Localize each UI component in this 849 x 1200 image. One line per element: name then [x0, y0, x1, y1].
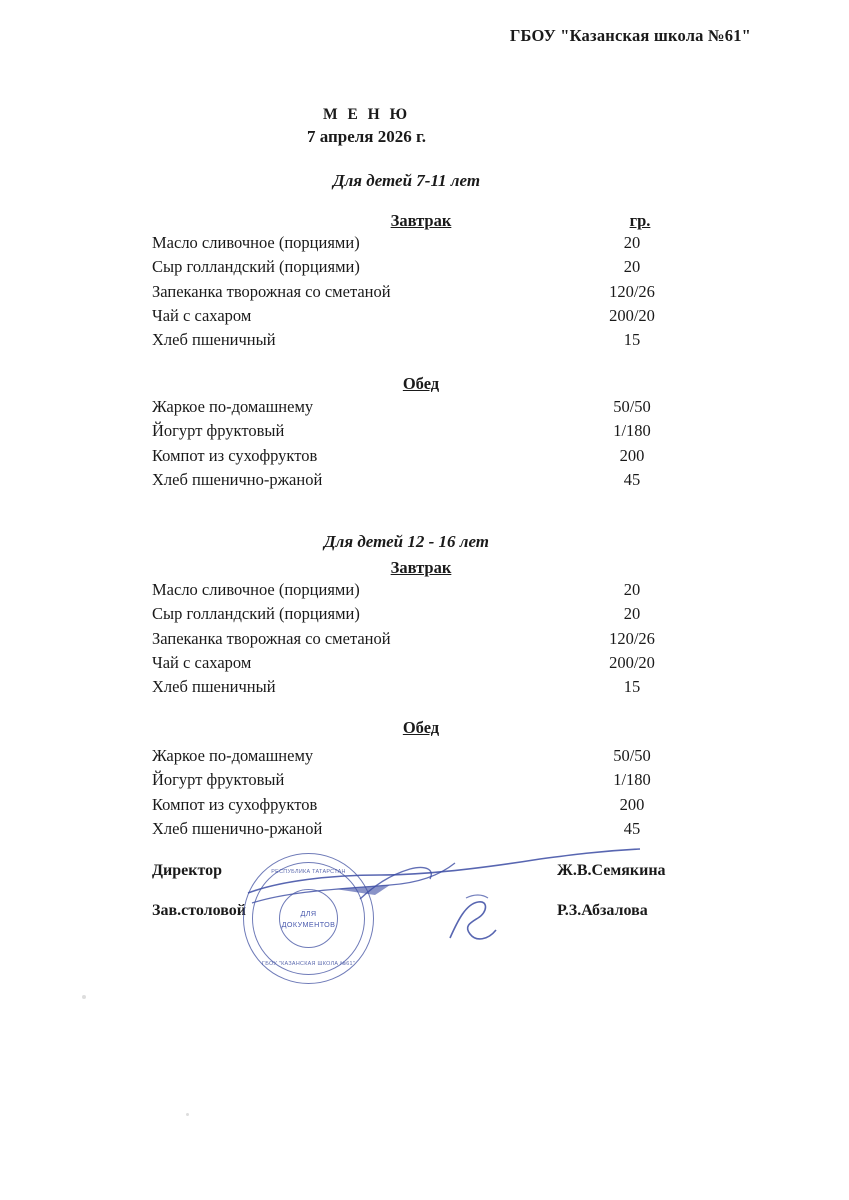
- dish-name: Йогурт фруктовый: [152, 421, 285, 441]
- dish-quantity: 200/20: [609, 305, 655, 325]
- menu-list-lunch-1: [152, 395, 692, 492]
- dish-name: Запеканка творожная со сметаной: [152, 281, 391, 301]
- dish-name: Масло сливочное (порциями): [152, 580, 360, 599]
- age-group-heading-1: Для детей 7-11 лет: [332, 171, 481, 190]
- dish-quantity: 50/50: [613, 397, 651, 416]
- meal-heading-breakfast-2: Завтрак: [390, 558, 452, 577]
- menu-list-breakfast-1: [152, 231, 692, 352]
- meal-heading-lunch-1: Обед: [402, 374, 440, 393]
- unit-column-header: гр.: [629, 211, 651, 230]
- stamp-text-bottom: ГБОУ "КАЗАНСКАЯ ШКОЛА №61": [261, 961, 356, 967]
- dish-quantity: 20: [623, 580, 641, 599]
- menu-list-breakfast-2: [152, 578, 692, 699]
- dish-quantity: 20: [623, 233, 641, 252]
- dish-quantity: 20: [623, 604, 641, 624]
- menu-row: [152, 395, 692, 419]
- menu-row: [152, 304, 692, 328]
- meal-heading-breakfast-1: Завтрак: [390, 211, 452, 230]
- menu-row: [152, 651, 692, 675]
- stamp-ring-outer: [243, 853, 374, 984]
- dish-quantity: 200: [619, 794, 645, 814]
- dish-quantity: 1/180: [613, 421, 651, 441]
- dish-name: Масло сливочное (порциями): [152, 233, 360, 252]
- dish-quantity: 120/26: [609, 281, 655, 301]
- meal-heading-lunch-2: Обед: [402, 718, 440, 737]
- dish-name: Хлеб пшенично-ржаной: [152, 469, 323, 489]
- dish-quantity: 50/50: [613, 746, 651, 765]
- menu-row: [152, 627, 692, 651]
- dish-quantity: 15: [623, 677, 641, 697]
- dish-name: Компот из сухофруктов: [152, 794, 318, 814]
- menu-row: [152, 602, 692, 626]
- menu-row: [152, 744, 692, 768]
- dish-name: Сыр голландский (порциями): [152, 604, 360, 624]
- menu-row: [152, 280, 692, 304]
- menu-row: [152, 444, 692, 468]
- stamp-text-top: РЕСПУБЛИКА ТАТАРСТАН: [271, 869, 346, 875]
- dish-quantity: 45: [623, 818, 641, 838]
- dish-quantity: 1/180: [613, 770, 651, 790]
- stamp-text-center-line1: ДЛЯ: [300, 909, 317, 918]
- signature-name-canteen-manager: Р.З.Абзалова: [557, 902, 648, 919]
- stamp-text-center-line2: ДОКУМЕНТОВ: [281, 920, 336, 929]
- age-group-heading-2: Для детей 12 - 16 лет: [323, 532, 490, 551]
- dish-quantity: 15: [623, 330, 641, 350]
- organization-title: ГБОУ "Казанская школа №61": [509, 26, 751, 45]
- dish-quantity: 200: [619, 445, 645, 465]
- dish-name: Хлеб пшеничный: [152, 677, 276, 697]
- menu-heading: М Е Н Ю: [322, 106, 411, 123]
- dish-quantity: 120/26: [609, 628, 655, 648]
- handwritten-signature-canteen-manager: [430, 890, 540, 960]
- menu-row: [152, 675, 692, 699]
- menu-row: [152, 578, 692, 602]
- menu-row: [152, 419, 692, 443]
- dish-quantity: 20: [623, 257, 641, 277]
- menu-row: [152, 468, 692, 492]
- stamp-ring-middle: [252, 862, 365, 975]
- menu-date: 7 апреля 2026 г.: [306, 127, 427, 146]
- dish-name: Йогурт фруктовый: [152, 770, 285, 790]
- menu-row: [152, 328, 692, 352]
- official-stamp: [243, 853, 374, 984]
- dish-name: Чай с сахаром: [152, 305, 252, 325]
- menu-row: [152, 768, 692, 792]
- dish-name: Компот из сухофруктов: [152, 445, 318, 465]
- signature-name-director: Ж.В.Семякина: [557, 862, 666, 879]
- dish-name: Сыр голландский (порциями): [152, 257, 360, 277]
- signature-role-director: Директор: [152, 862, 222, 879]
- stamp-ring-inner: [279, 889, 338, 948]
- dish-name: Чай с сахаром: [152, 652, 252, 672]
- scan-artifact: [82, 995, 86, 999]
- signature-role-canteen-manager: Зав.столовой: [152, 902, 246, 919]
- menu-row: [152, 231, 692, 255]
- menu-list-lunch-2: [152, 744, 692, 841]
- menu-row: [152, 255, 692, 279]
- menu-row: [152, 793, 692, 817]
- dish-name: Хлеб пшеничный: [152, 330, 276, 350]
- dish-name: Жаркое по-домашнему: [152, 397, 314, 416]
- scan-artifact: [186, 1113, 189, 1116]
- dish-name: Хлеб пшенично-ржаной: [152, 818, 323, 838]
- dish-name: Жаркое по-домашнему: [152, 746, 314, 765]
- dish-quantity: 200/20: [609, 652, 655, 672]
- dish-quantity: 45: [623, 469, 641, 489]
- menu-row: [152, 817, 692, 841]
- dish-name: Запеканка творожная со сметаной: [152, 628, 391, 648]
